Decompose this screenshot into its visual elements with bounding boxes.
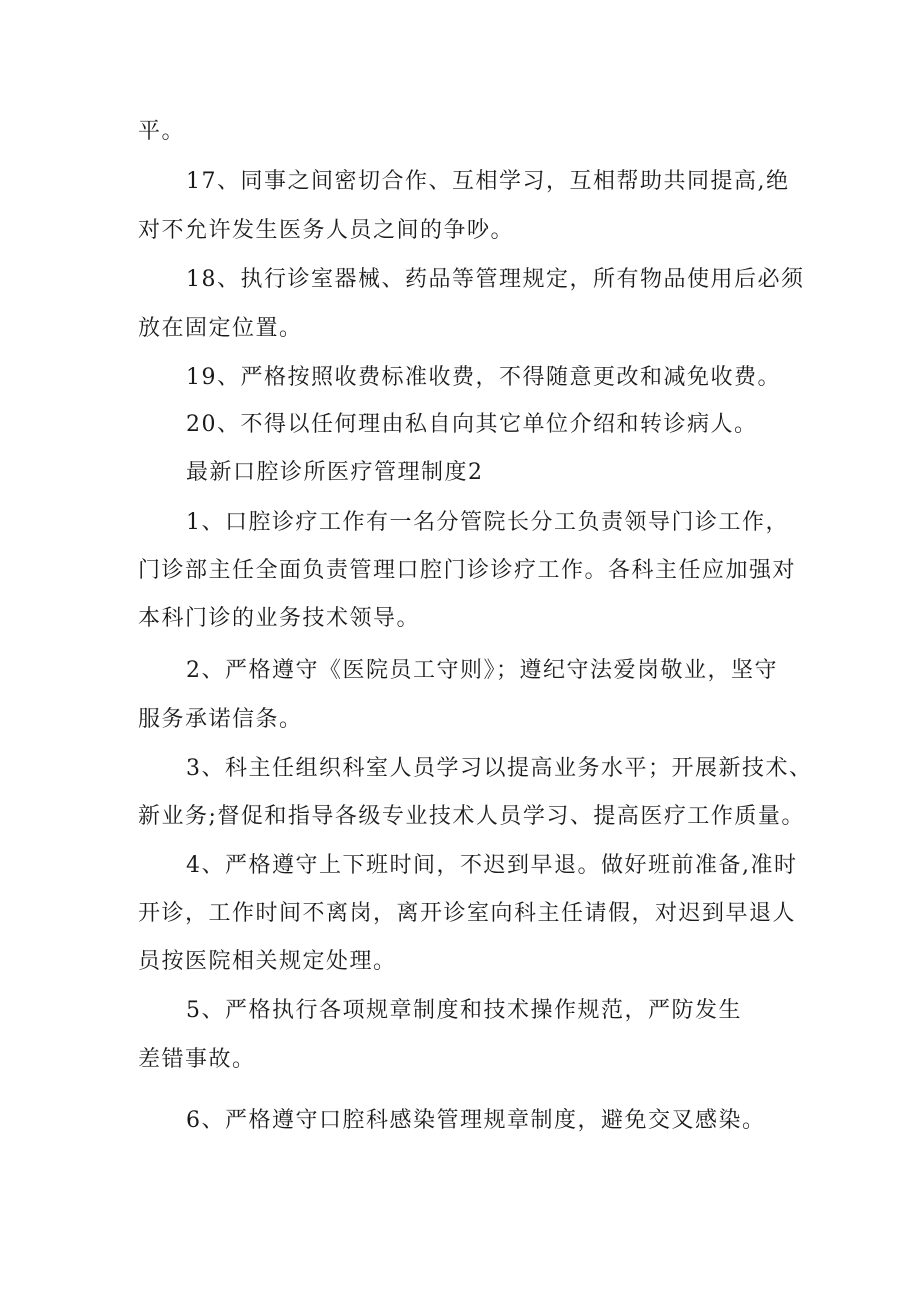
text-line: 19、严格按照收费标准收费，不得随意更改和减免收费。 xyxy=(186,365,781,390)
text-line: 员按医院相关规定处理。 xyxy=(138,949,397,974)
text-line: 4、严格遵守上下班时间，不迟到早退。做好班前准备,准时 xyxy=(186,853,798,878)
text-line: 17、同事之间密切合作、互相学习，互相帮助共同提高,绝 xyxy=(186,169,790,194)
text-line: 1、口腔诊疗工作有一名分管院长分工负责领导门诊工作， xyxy=(186,510,789,535)
text-line: 20、不得以任何理由私自向其它单位介绍和转诊病人。 xyxy=(186,412,758,437)
text-line: 3、科主任组织科室人员学习以提高业务水平；开展新技术、 xyxy=(186,756,813,781)
text-line: 2、严格遵守《医院员工守则》；遵纪守法爱岗敬业，坚守 xyxy=(186,658,778,683)
text-line: 放在固定位置。 xyxy=(138,316,303,341)
text-line: 平。 xyxy=(138,119,186,144)
text-line: 门诊部主任全面负责管理口腔门诊诊疗工作。各科主任应加强对 xyxy=(138,558,797,583)
text-line: 18、执行诊室器械、药品等管理规定，所有物品使用后必须 xyxy=(186,267,805,292)
text-line: 对不允许发生医务人员之间的争吵。 xyxy=(138,218,515,243)
text-line: 本科门诊的业务技术领导。 xyxy=(138,606,421,631)
section-heading: 最新口腔诊所医疗管理制度2 xyxy=(186,460,484,485)
text-line: 服务承诺信条。 xyxy=(138,707,303,732)
text-line: 开诊，工作时间不离岗，离开诊室向科主任请假，对迟到早退人 xyxy=(138,901,797,926)
text-line: 5、严格执行各项规章制度和技术操作规范，严防发生 xyxy=(186,998,742,1023)
text-line: 6、严格遵守口腔科感染管理规章制度，避免交叉感染。 xyxy=(186,1108,766,1133)
text-line: 差错事故。 xyxy=(138,1047,256,1072)
text-line: 新业务;督促和指导各级专业技术人员学习、提高医疗工作质量。 xyxy=(138,804,805,829)
